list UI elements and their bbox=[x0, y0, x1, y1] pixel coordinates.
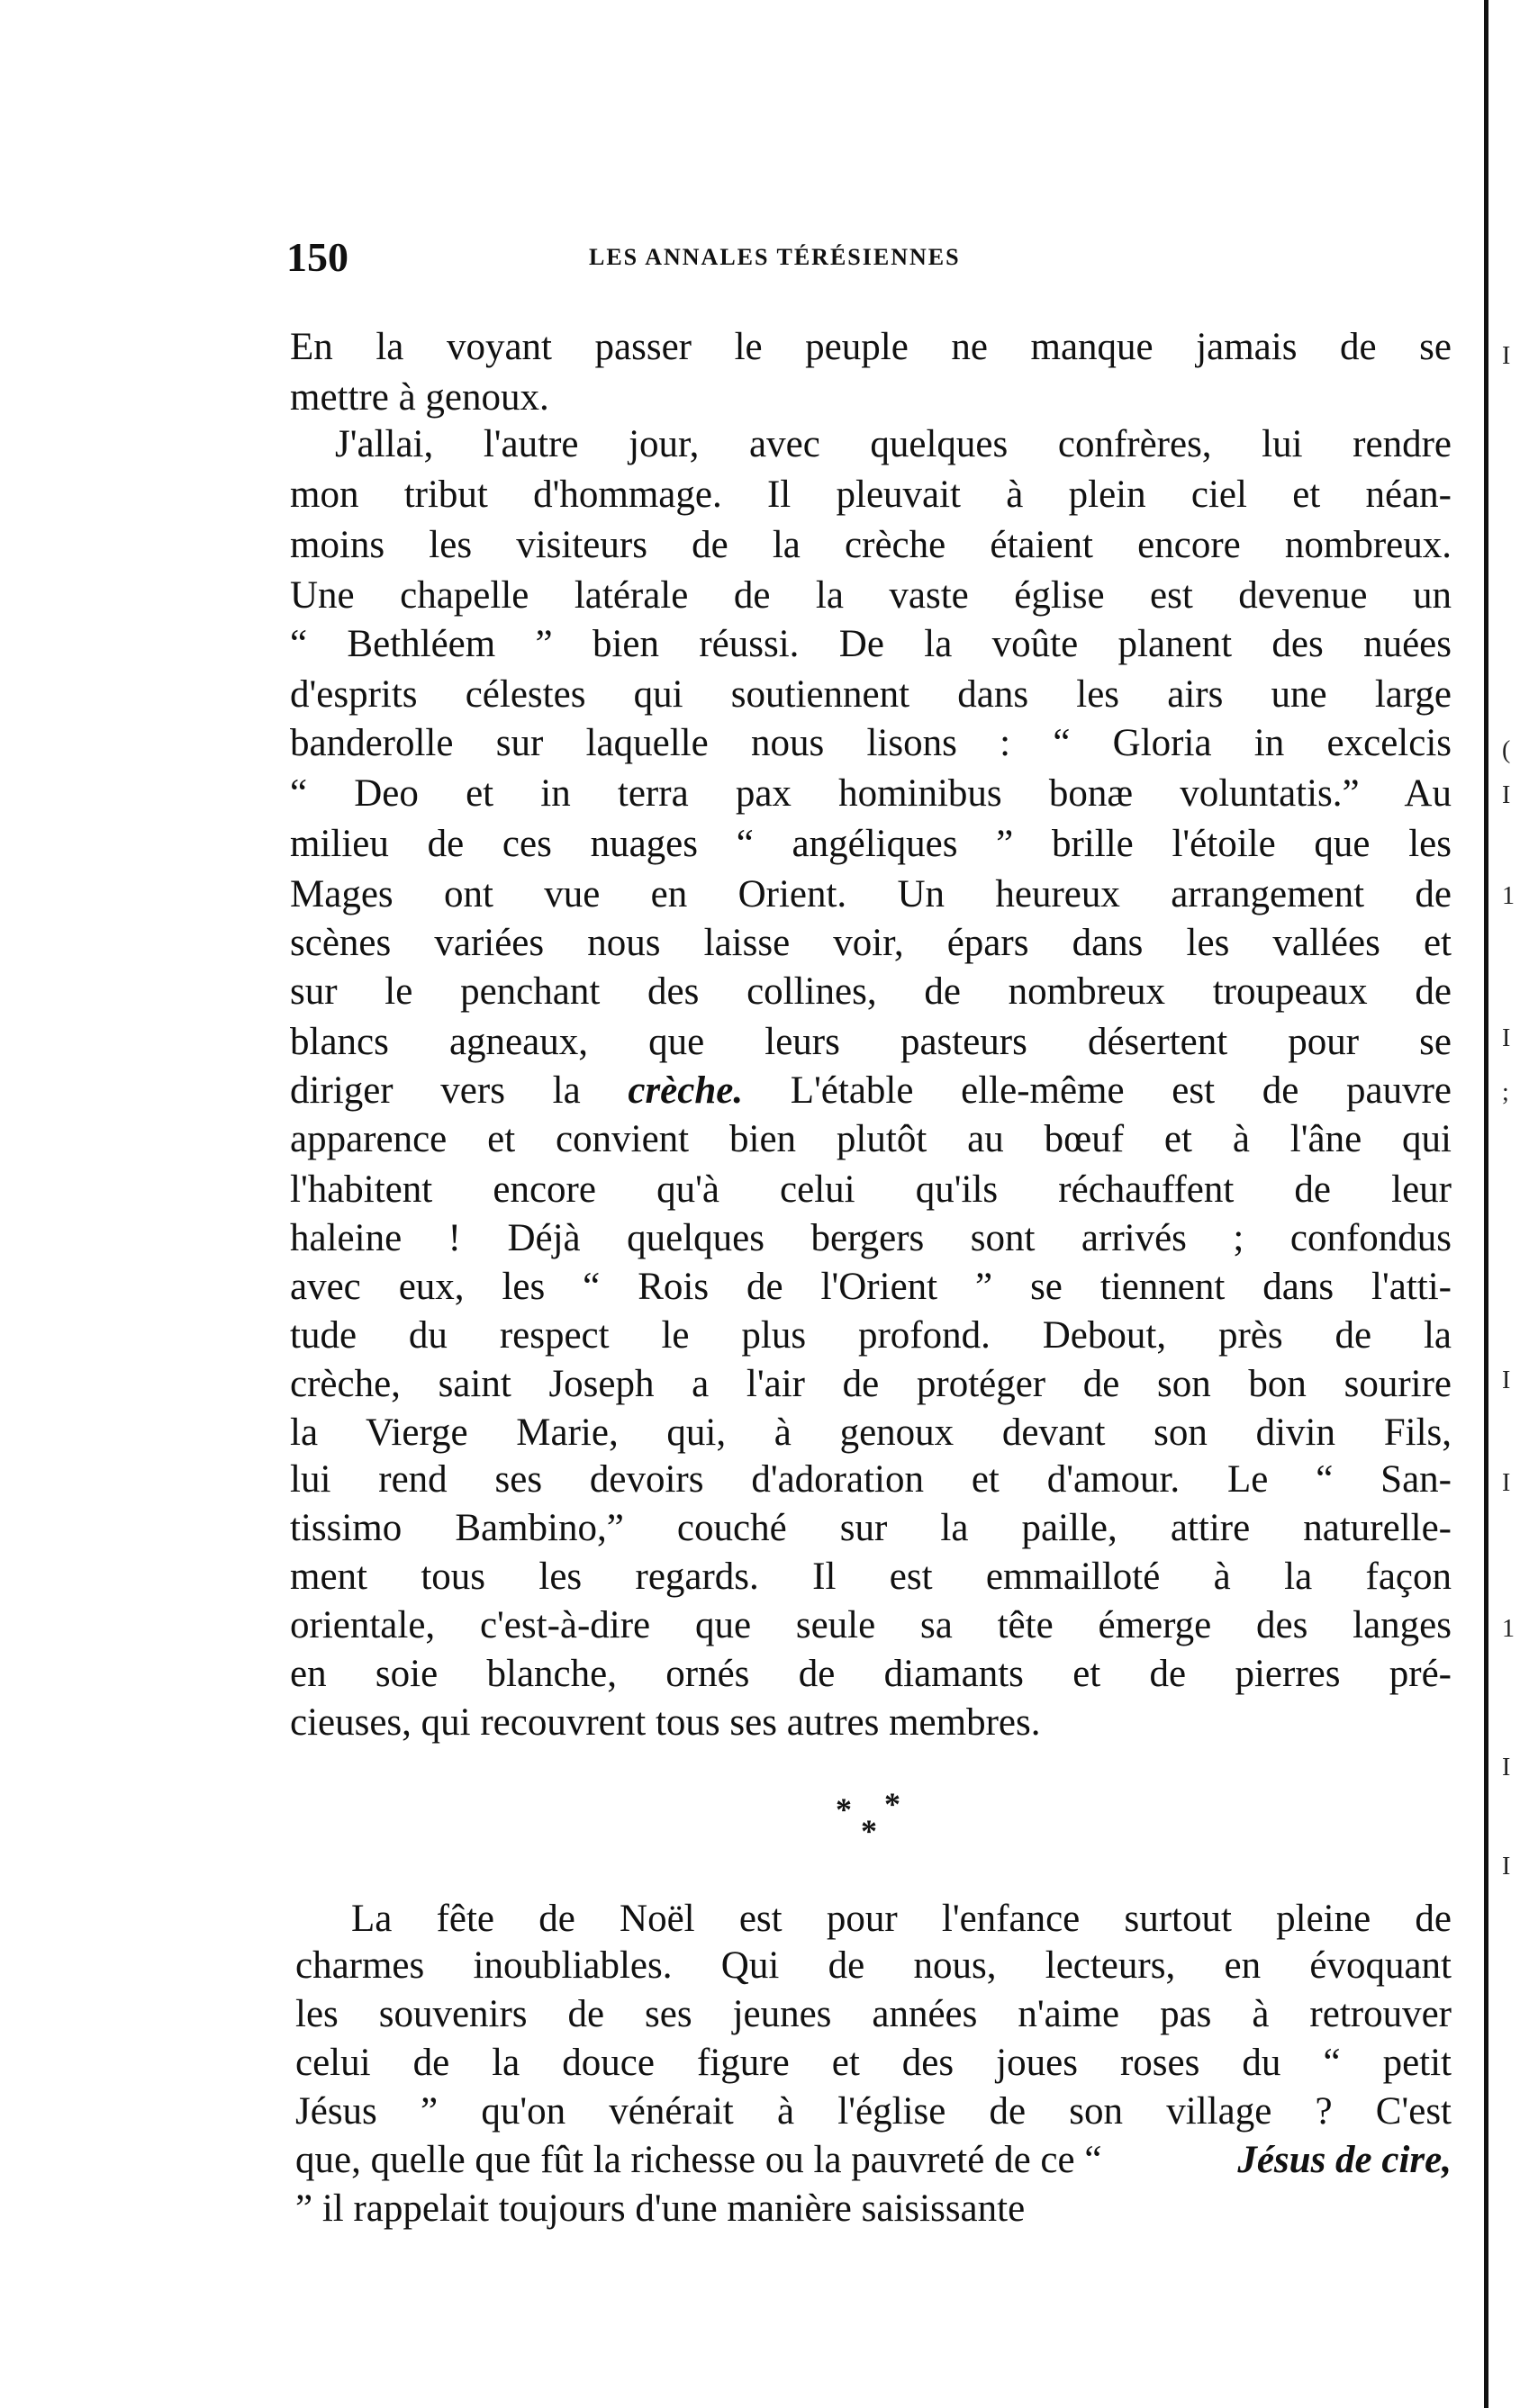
page-header bbox=[286, 230, 1133, 284]
text-span: ” il rappelait toujours d'une manière saisissante bbox=[295, 2187, 1026, 2230]
text-line: charmes inoubliables. Qui de nous, lecteurs, en évoquant bbox=[295, 1944, 1452, 1987]
text-line-with-italic bbox=[295, 2139, 1452, 2182]
text-span: que, quelle que fût la richesse ou la pauvreté de ce “ bbox=[295, 2139, 1102, 2181]
asterism-star: * bbox=[884, 1786, 900, 1822]
margin-fragment: I bbox=[1502, 781, 1511, 809]
margin-fragment: ( bbox=[1502, 736, 1511, 764]
text-line-with-italic bbox=[295, 2187, 1452, 2231]
text-line: celui de la douce figure et des joues roses du “ petit bbox=[295, 2042, 1452, 2084]
page-number: 150 bbox=[286, 234, 348, 280]
text-line: mettre à genoux. bbox=[290, 376, 549, 419]
margin-fragment: 1 bbox=[1502, 1615, 1515, 1643]
text-span: L'étable elle-même est de pauvre bbox=[790, 1069, 1452, 1112]
text-span: diriger vers la bbox=[290, 1069, 581, 1112]
margin-fragment: I bbox=[1502, 342, 1511, 370]
text-line: sur le penchant des collines, de nombreux troupeaux de bbox=[290, 970, 1452, 1013]
text-line: la Vierge Marie, qui, à genoux devant son divin Fils, bbox=[290, 1411, 1452, 1454]
text-line: mon tribut d'hommage. Il pleuvait à plein ciel et néan- bbox=[290, 473, 1452, 516]
margin-fragment: I bbox=[1502, 1754, 1511, 1781]
asterism-star: * bbox=[836, 1791, 852, 1827]
text-line: tude du respect le plus profond. Debout, près de la bbox=[290, 1314, 1452, 1357]
text-line: J'allai, l'autre jour, avec quelques confrères, lui rendre bbox=[335, 423, 1452, 465]
text-line: orientale, c'est-à-dire que seule sa tête émerge des langes bbox=[290, 1604, 1452, 1646]
text-line: Une chapelle latérale de la vaste église est devenue un bbox=[290, 574, 1452, 617]
italic-word: crèche. bbox=[628, 1069, 744, 1112]
text-line: Mages ont vue en Orient. Un heureux arrangement de bbox=[290, 873, 1452, 915]
margin-fragment: 1 bbox=[1502, 882, 1515, 910]
text-line: d'esprits célestes qui soutiennent dans les airs une large bbox=[290, 673, 1452, 716]
text-line: milieu de ces nuages “ angéliques ” brille l'étoile que les bbox=[290, 823, 1452, 865]
text-line: tissimo Bambino,” couché sur la paille, attire naturelle- bbox=[290, 1507, 1452, 1549]
asterism-star: * bbox=[861, 1813, 877, 1849]
gutter-shadow bbox=[1484, 0, 1488, 2408]
page-gutter bbox=[1480, 0, 1520, 2408]
text-line: La fête de Noël est pour l'enfance surtout pleine de bbox=[351, 1898, 1452, 1940]
text-line: les souvenirs de ses jeunes années n'aime pas à retrouver bbox=[295, 1993, 1452, 2035]
text-line: Jésus ” qu'on vénérait à l'église de son village ? C'est bbox=[295, 2090, 1452, 2133]
italic-phrase: Jésus de cire, bbox=[1237, 2139, 1452, 2181]
text-line-with-italic bbox=[290, 1069, 1452, 1113]
text-line: ment tous les regards. Il est emmailloté à la façon bbox=[290, 1556, 1452, 1598]
margin-fragment: I bbox=[1502, 1024, 1511, 1052]
text-line: banderolle sur laquelle nous lisons : “ Gloria in excelcis bbox=[290, 722, 1452, 764]
margin-fragment: I bbox=[1502, 1469, 1511, 1497]
text-line: “ Deo et in terra pax hominibus bonæ voluntatis.” Au bbox=[290, 772, 1452, 815]
text-line: “ Bethléem ” bien réussi. De la voûte planent des nuées bbox=[290, 623, 1452, 665]
text-line: l'habitent encore qu'à celui qu'ils réchauffent de leur bbox=[290, 1168, 1452, 1211]
running-title: LES ANNALES TÉRÉSIENNES bbox=[589, 244, 961, 270]
text-line: crèche, saint Joseph a l'air de protéger de son bon sourire bbox=[290, 1363, 1452, 1405]
text-line: cieuses, qui recouvrent tous ses autres membres. bbox=[290, 1701, 1041, 1744]
text-line: En la voyant passer le peuple ne manque jamais de se bbox=[290, 326, 1452, 368]
text-line: moins les visiteurs de la crèche étaient encore nombreux. bbox=[290, 524, 1452, 566]
text-line: apparence et convient bien plutôt au bœuf et à l'âne qui bbox=[290, 1118, 1452, 1160]
text-line: lui rend ses devoirs d'adoration et d'amour. Le “ San- bbox=[290, 1458, 1452, 1501]
margin-fragment: ; bbox=[1502, 1078, 1509, 1106]
margin-fragment: I bbox=[1502, 1366, 1511, 1394]
margin-fragment: I bbox=[1502, 1853, 1511, 1880]
text-line: avec eux, les “ Rois de l'Orient ” se tiennent dans l'atti- bbox=[290, 1266, 1452, 1308]
asterism bbox=[819, 1788, 918, 1860]
text-line: en soie blanche, ornés de diamants et de pierres pré- bbox=[290, 1653, 1452, 1695]
text-line: haleine ! Déjà quelques bergers sont arrivés ; confondus bbox=[290, 1217, 1452, 1259]
text-line: scènes variées nous laisse voir, épars dans les vallées et bbox=[290, 922, 1452, 964]
text-line: blancs agneaux, que leurs pasteurs désertent pour se bbox=[290, 1021, 1452, 1063]
